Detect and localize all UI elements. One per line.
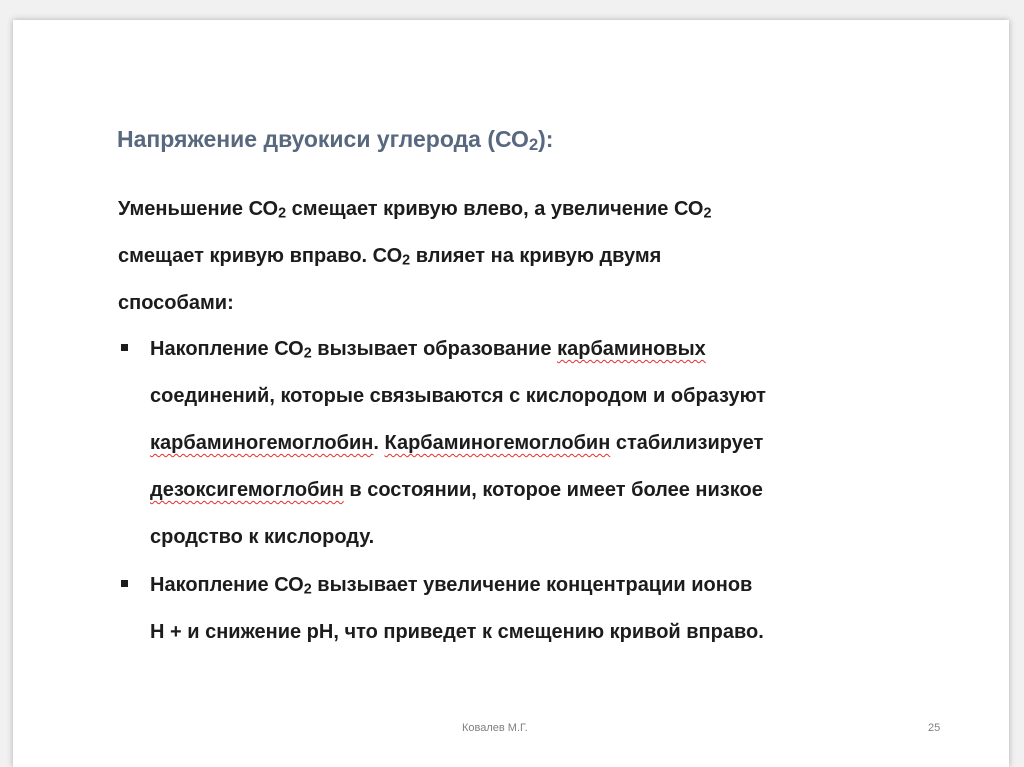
bullet-1-line-5: сродство к кислороду. (150, 526, 375, 548)
bullet-2-line-2: Н + и снижение рН, что приведет к смещению кривой вправо. (150, 621, 764, 643)
slide-title: Напряжение двуокиси углерода $(СО_2)$: (117, 126, 554, 154)
intro-line-1: Уменьшение $СО_2$ смещает кривую влево, а увеличение $СО_2$ (118, 198, 712, 222)
bullet-1-line-2: соединений, которые связываются с кислородом и образуют (150, 385, 766, 407)
bullet-1-line-4: дезоксигемоглобин в состоянии, которое имеет более низкое (150, 479, 763, 501)
intro-line-2: смещает кривую вправо. $СО_2$ влияет на кривую двумя (118, 245, 662, 269)
footer-author: Ковалев М.Г. (462, 722, 528, 734)
intro-line-3: способами: (118, 292, 234, 314)
bullet-marker-2 (121, 580, 128, 587)
page-number: 25 (928, 722, 941, 734)
slide (13, 20, 1009, 767)
bullet-marker-1 (121, 344, 128, 351)
bullet-2-line-1: Накопление $СО_2$ вызывает увеличение концентрации ионов (150, 574, 753, 598)
bullet-1-line-3: карбаминогемоглобин. Карбаминогемоглобин стабилизирует (150, 432, 764, 454)
bullet-1-line-1: Накопление $СО_2$ вызывает образование карбаминовых (150, 338, 706, 362)
